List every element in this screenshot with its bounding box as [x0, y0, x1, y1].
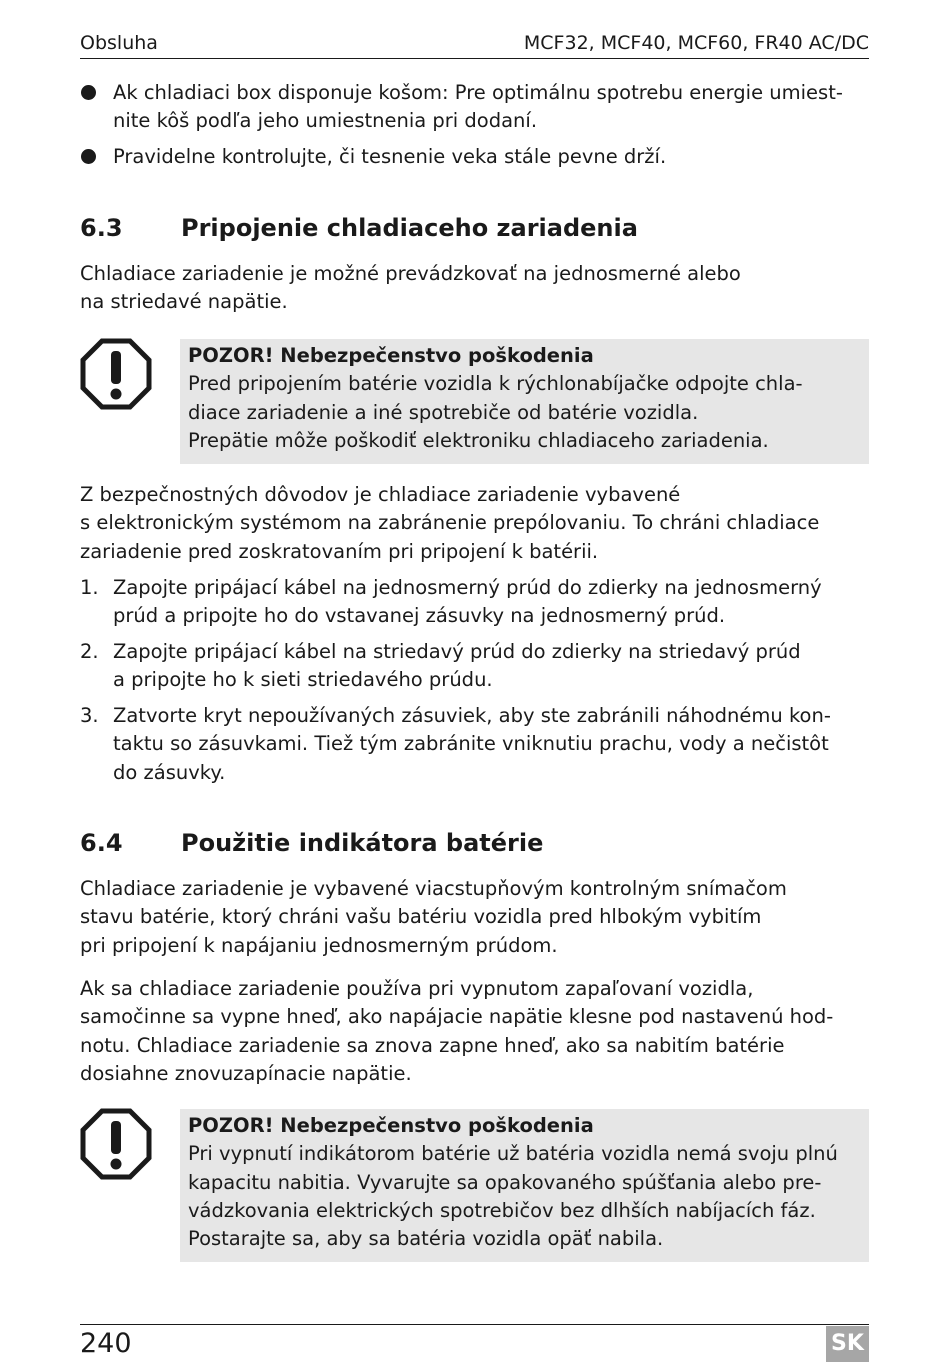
- warning-octagon-exclamation-icon: [80, 1108, 152, 1180]
- numbered-step-list: [80, 574, 869, 795]
- step-item: [80, 574, 869, 631]
- bullet-line: Pravidelne kontrolujte, či tesnenie veka stále pevne drží.: [113, 145, 667, 168]
- step-line: taktu so zásuvkami. Tiež tým zabránite vniknutiu prachu, vody a nečistôt: [113, 732, 829, 756]
- section-title: Pripojenie chladiaceho zariadenia: [181, 214, 638, 242]
- step-number: 1.: [80, 576, 99, 599]
- header-model-list: MCF32, MCF40, MCF60, FR40 AC/DC: [523, 32, 869, 54]
- warning-title: POZOR! Nebezpečenstvo poškodenia: [188, 344, 594, 367]
- warning-line: kapacitu nabitia. Vyvarujte sa opakovaného spúšťania alebo pre-: [188, 1170, 822, 1194]
- text-line: na striedavé napätie.: [80, 290, 288, 314]
- step-item: [80, 702, 869, 787]
- step-number: 3.: [80, 704, 99, 728]
- warning-box: [180, 1109, 869, 1262]
- section-heading-6-4: [80, 828, 543, 858]
- section-title: Použitie indikátora batérie: [181, 829, 544, 857]
- warning-line: diace zariadenie a iné spotrebiče od batérie vozidla.: [188, 400, 699, 424]
- section-paragraph: [80, 975, 869, 1088]
- text-line: s elektronickým systémom na zabránenie prepólovaniu. To chráni chladiace: [80, 511, 820, 535]
- warning-octagon-exclamation-icon: [80, 338, 152, 410]
- text-line: notu. Chladiace zariadenie sa znova zapne hneď, ako sa nabitím batérie: [80, 1033, 785, 1057]
- section-number: 6.4: [80, 829, 123, 857]
- warning-title: POZOR! Nebezpečenstvo poškodenia: [188, 1114, 594, 1137]
- text-line: Ak sa chladiace zariadenie používa pri vypnutom zapaľovaní vozidla,: [80, 977, 754, 1000]
- bullet-line: Ak chladiaci box disponuje košom: Pre optimálnu spotrebu energie umiest-: [113, 81, 843, 104]
- text-line: Chladiace zariadenie je vybavené viacstupňovým kontrolným snímačom: [80, 877, 787, 900]
- bullet-dot-icon: [81, 85, 96, 100]
- page-number: 240: [80, 1328, 132, 1359]
- bullet-list: [80, 79, 869, 179]
- step-number: 2.: [80, 640, 99, 664]
- language-badge: SK: [826, 1326, 869, 1362]
- section-heading-6-3: [80, 213, 638, 243]
- text-line: samočinne sa vypne hneď, ako napájacie napätie klesne pod nastavenú hod-: [80, 1005, 834, 1029]
- text-line: Z bezpečnostných dôvodov je chladiace zariadenie vybavené: [80, 483, 681, 506]
- step-line: a pripojte ho k sieti striedavého prúdu.: [113, 668, 493, 692]
- section-number: 6.3: [80, 214, 123, 242]
- bullet-item: [80, 79, 869, 135]
- step-line: prúd a pripojte ho do vstavanej zásuvky na jednosmerný prúd.: [113, 604, 726, 628]
- text-line: dosiahne znovuzapínacie napätie.: [80, 1061, 412, 1085]
- section-intro: [80, 260, 869, 317]
- page-header: [80, 30, 869, 59]
- text-line: pri pripojení k napájaniu jednosmerným prúdom.: [80, 933, 558, 957]
- text-line: Chladiace zariadenie je možné prevádzkovať na jednosmerné alebo: [80, 262, 741, 285]
- step-item: [80, 638, 869, 695]
- step-line: Zapojte pripájací kábel na striedavý prúd do zdierky na striedavý prúd: [113, 640, 801, 664]
- text-line: stavu batérie, ktorý chráni vašu batériu vozidla pred hlbokým vybitím: [80, 905, 762, 929]
- bullet-line: nite kôš podľa jeho umiestnenia pri dodaní.: [113, 109, 538, 132]
- text-line: zariadenie pred zoskratovaním pri pripojení k batérii.: [80, 539, 599, 563]
- warning-line: Prepätie môže poškodiť elektroniku chladiaceho zariadenia.: [188, 428, 769, 452]
- step-line: do zásuvky.: [113, 760, 226, 784]
- section-paragraph: [80, 875, 869, 960]
- step-line: Zatvorte kryt nepoužívaných zásuviek, aby ste zabránili náhodnému kon-: [113, 704, 831, 728]
- warning-line: Postarajte sa, aby sa batéria vozidla opäť nabila.: [188, 1227, 664, 1251]
- warning-line: Pri vypnutí indikátorom batérie už batéria vozidla nemá svoju plnú: [188, 1142, 838, 1166]
- header-section-name: Obsluha: [80, 32, 158, 54]
- bullet-dot-icon: [81, 149, 96, 164]
- section-body: [80, 481, 869, 566]
- step-line: Zapojte pripájací kábel na jednosmerný prúd do zdierky na jednosmerný: [113, 576, 822, 599]
- footer-divider: [80, 1324, 869, 1325]
- warning-line: Pred pripojením batérie vozidla k rýchlonabíjačke odpojte chla-: [188, 372, 803, 396]
- bullet-item: [80, 143, 869, 171]
- warning-line: vádzkovania elektrických spotrebičov bez dlhších nabíjacích fáz.: [188, 1198, 816, 1222]
- warning-box: [180, 339, 869, 464]
